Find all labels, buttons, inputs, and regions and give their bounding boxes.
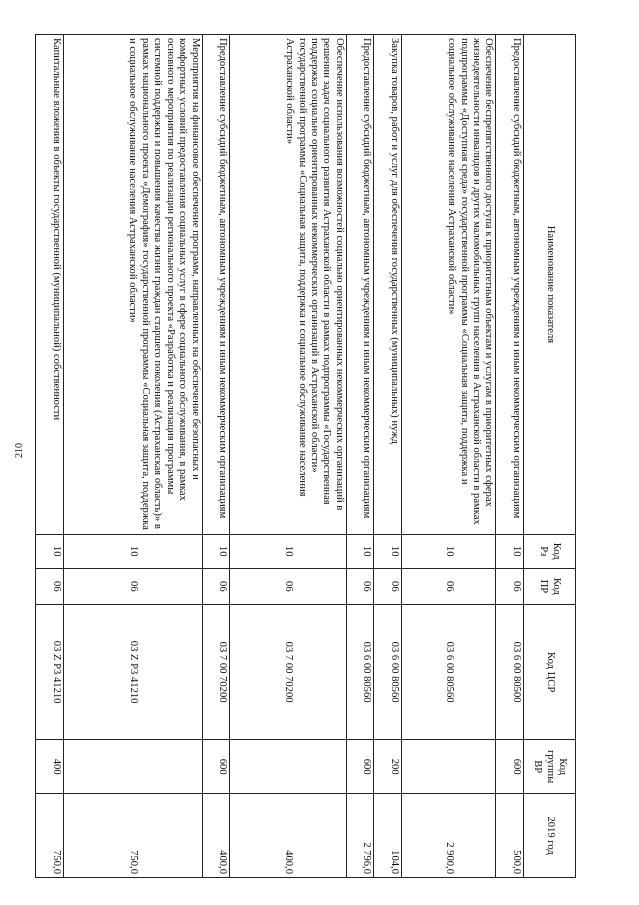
- row-rz: 10: [374, 534, 402, 568]
- row-vr: [402, 740, 496, 794]
- budget-table: [35, 34, 576, 878]
- row-pr: 06: [36, 568, 64, 604]
- header-csr: Код ЦСР: [524, 605, 576, 740]
- row-name: Обеспечение использования возможностей социально ориентированных некоммерческих организаций в решении задач социального развития Астраханской области в рамках подпрограммы «Государственная поддержка социально ориентированных некоммерческих организаций в Астраханской области» государственной программы «Социальная защита, поддержка и социальное обслуживание населения Астраханской области»: [230, 35, 347, 535]
- row-value: 104,0: [374, 794, 402, 878]
- row-pr: 06: [230, 568, 347, 604]
- row-pr: 06: [374, 568, 402, 604]
- row-value: 500,0: [496, 794, 524, 878]
- row-rz: 10: [402, 534, 496, 568]
- row-name: Обеспечение беспрепятственного доступа к приоритетным объектам и услугам в приоритетных сферах жизнедеятельности инвалидов и других маломобильных групп населения в Астраханской области в рамках подпрограммы «Доступная среда» государственной программы «Социальная защита, поддержка и социальное обслуживание населения Астраханской области»: [402, 35, 496, 535]
- row-rz: 10: [496, 534, 524, 568]
- row-name: Закупка товаров, работ и услуг для обеспечения государственных (муниципальных) нужд: [374, 35, 402, 535]
- row-value: 2 900,0: [402, 794, 496, 878]
- row-pr: 06: [346, 568, 374, 604]
- header-rz: Код Рз: [524, 534, 576, 568]
- row-rz: 10: [202, 534, 230, 568]
- header-vr: Код группы ВР: [524, 740, 576, 794]
- page-number: 210: [14, 443, 25, 458]
- row-vr: [63, 740, 202, 794]
- row-rz: 10: [346, 534, 374, 568]
- table-row: [202, 35, 230, 878]
- row-vr: 200: [374, 740, 402, 794]
- row-name: Капитальные вложения в объекты государственной (муниципальной) собственности: [36, 35, 64, 535]
- row-csr: 03 6 00 80560: [374, 605, 402, 740]
- row-value: 400,0: [202, 794, 230, 878]
- header-year: 2019 год: [524, 794, 576, 878]
- row-pr: 06: [202, 568, 230, 604]
- header-pr: Код ПР: [524, 568, 576, 604]
- row-vr: 600: [346, 740, 374, 794]
- row-pr: 06: [402, 568, 496, 604]
- row-vr: 400: [36, 740, 64, 794]
- row-pr: 06: [63, 568, 202, 604]
- row-csr: 03 6 00 80500: [496, 605, 524, 740]
- row-vr: [230, 740, 347, 794]
- row-csr: 03 Z P3 41210: [63, 605, 202, 740]
- row-rz: 10: [36, 534, 64, 568]
- row-value: 750,0: [63, 794, 202, 878]
- row-value: 750,0: [36, 794, 64, 878]
- header-name: Наименование показателя: [524, 35, 576, 535]
- row-name: Мероприятия на финансовое обеспечение программ, направленных на обеспечение безопасных и комфортных условий предоставления социальных услуг в сфере социального обслуживания, в рамках основного мероприятия по реализации регионального проекта «Разработка и реализация программы системной поддержки и повышения качества жизни граждан старшего поколения (Астраханская область)» в рамках национального проекта «Демография» государственной программы «Социальная защита, поддержка и социальное обслуживание населения Астраханской области»: [63, 35, 202, 535]
- table-row: [496, 35, 524, 878]
- row-name: Предоставление субсидий бюджетным, автономным учреждениям и иным некоммерческим организациям: [496, 35, 524, 535]
- table-header-row: [524, 35, 576, 878]
- row-rz: 10: [63, 534, 202, 568]
- table-row: [230, 35, 347, 878]
- row-name: Предоставление субсидий бюджетным, автономным учреждениям и иным некоммерческим организациям: [346, 35, 374, 535]
- row-pr: 06: [496, 568, 524, 604]
- row-csr: 03 6 00 80560: [346, 605, 374, 740]
- row-rz: 10: [230, 534, 347, 568]
- table-row: [63, 35, 202, 878]
- row-csr: 03 7 00 70200: [202, 605, 230, 740]
- row-csr: 03 6 00 80560: [402, 605, 496, 740]
- row-csr: 03 7 00 70200: [230, 605, 347, 740]
- table-row: [402, 35, 496, 878]
- row-csr: 03 Z P3 41210: [36, 605, 64, 740]
- row-vr: 600: [496, 740, 524, 794]
- row-value: 2 796,0: [346, 794, 374, 878]
- row-name: Предоставление субсидий бюджетным, автономным учреждениям и иным некоммерческим организациям: [202, 35, 230, 535]
- row-vr: 600: [202, 740, 230, 794]
- row-value: 400,0: [230, 794, 347, 878]
- budget-table-page: [35, 34, 576, 878]
- table-row: [374, 35, 402, 878]
- table-row: [346, 35, 374, 878]
- table-row: [36, 35, 64, 878]
